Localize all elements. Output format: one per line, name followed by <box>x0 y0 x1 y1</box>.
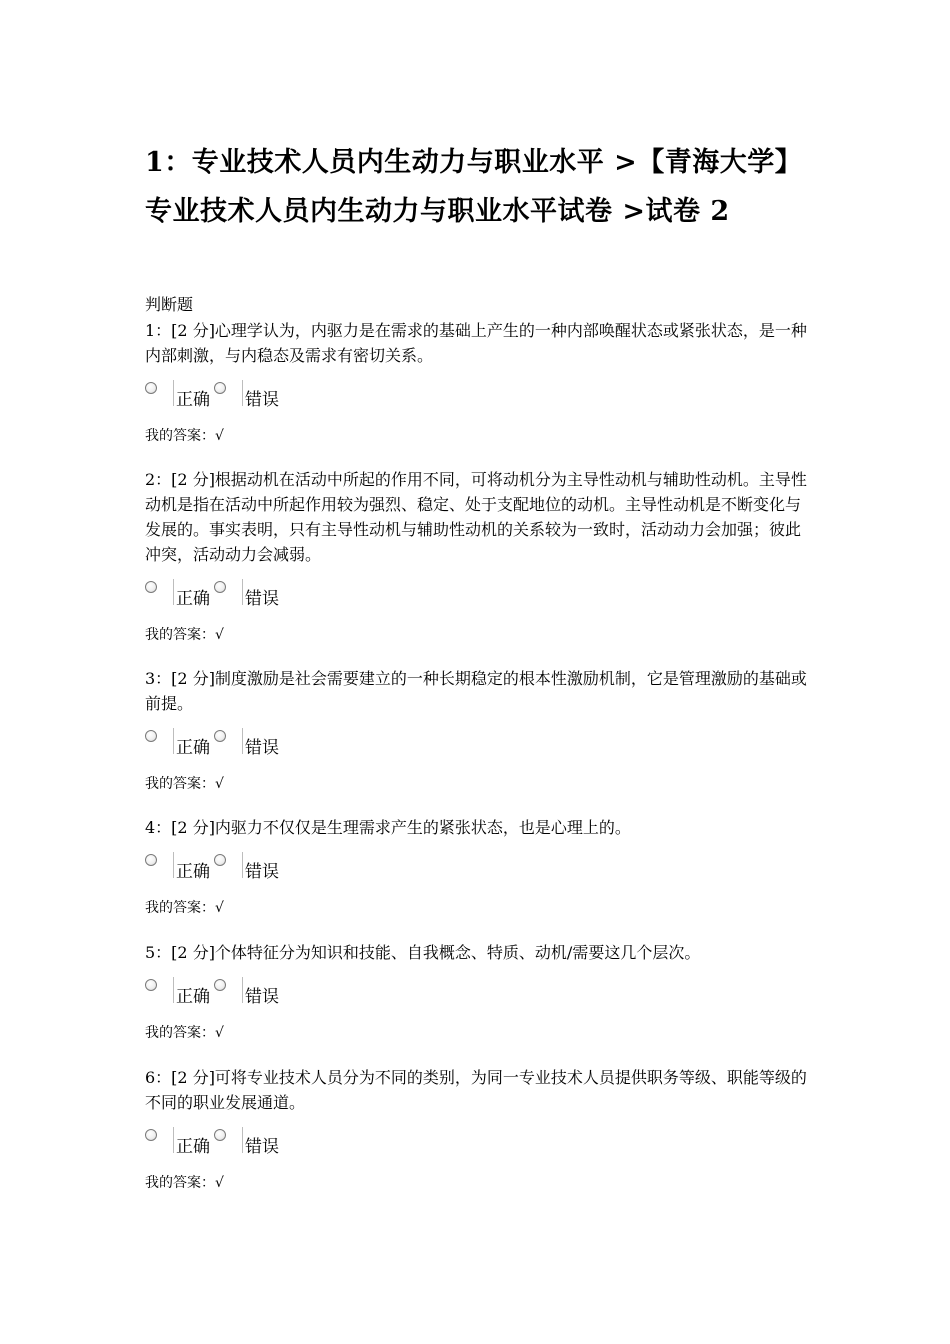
radio-true[interactable] <box>145 581 157 593</box>
option-true-label: 正确 <box>173 728 210 754</box>
answer-value: √ <box>215 900 224 916</box>
answer-prefix: 我的答案： <box>145 428 215 444</box>
option-false[interactable] <box>214 852 279 882</box>
question-item <box>145 467 813 645</box>
question-text: 3：[2 分]制度激励是社会需要建立的一种长期稳定的根本性激励机制，它是管理激励的基础或前提。 <box>145 669 807 713</box>
option-true-label: 正确 <box>173 1127 210 1153</box>
answer-options <box>145 1127 813 1161</box>
option-true[interactable] <box>145 728 210 758</box>
question-text: 5：[2 分]个体特征分为知识和技能、自我概念、特质、动机/需要这几个层次。 <box>145 943 701 962</box>
my-answer <box>145 625 813 645</box>
answer-prefix: 我的答案： <box>145 900 215 916</box>
option-false[interactable] <box>214 380 279 410</box>
answer-prefix: 我的答案： <box>145 627 215 643</box>
answer-options <box>145 380 813 414</box>
option-false-label: 错误 <box>242 579 279 605</box>
question-item <box>145 940 813 1043</box>
answer-prefix: 我的答案： <box>145 1175 215 1191</box>
option-false[interactable] <box>214 1127 279 1157</box>
my-answer <box>145 1023 813 1043</box>
my-answer <box>145 426 813 446</box>
my-answer <box>145 1173 813 1193</box>
answer-options <box>145 579 813 613</box>
option-true[interactable] <box>145 380 210 410</box>
radio-false[interactable] <box>214 730 226 742</box>
question-text: 6：[2 分]可将专业技术人员分为不同的类别，为同一专业技术人员提供职务等级、职能等级的不同的职业发展通道。 <box>145 1068 807 1112</box>
radio-false[interactable] <box>214 1129 226 1141</box>
answer-options <box>145 728 813 762</box>
radio-true[interactable] <box>145 854 157 866</box>
question-item <box>145 318 813 446</box>
answer-value: √ <box>215 627 224 643</box>
my-answer <box>145 898 813 918</box>
radio-true[interactable] <box>145 730 157 742</box>
option-false-label: 错误 <box>242 1127 279 1153</box>
radio-false[interactable] <box>214 979 226 991</box>
answer-prefix: 我的答案： <box>145 776 215 792</box>
page-title: 1：专业技术人员内生动力与职业水平 >【青海大学】专业技术人员内生动力与职业水平试卷 >试卷 2 <box>145 147 803 227</box>
question-text: 4：[2 分]内驱力不仅仅是生理需求产生的紧张状态，也是心理上的。 <box>145 818 631 837</box>
option-false-label: 错误 <box>242 977 279 1003</box>
question-text: 1：[2 分]心理学认为，内驱力是在需求的基础上产生的一种内部唤醒状态或紧张状态，是一种内部刺激，与内稳态及需求有密切关系。 <box>145 321 807 365</box>
option-true[interactable] <box>145 1127 210 1157</box>
my-answer <box>145 774 813 794</box>
option-false-label: 错误 <box>242 380 279 406</box>
option-true[interactable] <box>145 579 210 609</box>
answer-value: √ <box>215 1025 224 1041</box>
section-label: 判断题 <box>145 295 194 314</box>
radio-true[interactable] <box>145 382 157 394</box>
option-false-label: 错误 <box>242 852 279 878</box>
radio-false[interactable] <box>214 581 226 593</box>
question-item <box>145 666 813 794</box>
question-text: 2：[2 分]根据动机在活动中所起的作用不同，可将动机分为主导性动机与辅助性动机。主导性动机是指在活动中所起作用较为强烈、稳定、处于支配地位的动机。主导性动机是不断变化与发展的。事实表明，只有主导性动机与辅助性动机的关系较为一致时，活动动力会加强；彼此冲突，活动动力会减弱。 <box>145 470 807 564</box>
option-true[interactable] <box>145 977 210 1007</box>
answer-options <box>145 977 813 1011</box>
answer-value: √ <box>215 428 224 444</box>
option-true-label: 正确 <box>173 977 210 1003</box>
option-false[interactable] <box>214 579 279 609</box>
option-false[interactable] <box>214 977 279 1007</box>
radio-true[interactable] <box>145 979 157 991</box>
answer-prefix: 我的答案： <box>145 1025 215 1041</box>
option-false-label: 错误 <box>242 728 279 754</box>
radio-false[interactable] <box>214 382 226 394</box>
answer-value: √ <box>215 776 224 792</box>
radio-false[interactable] <box>214 854 226 866</box>
option-true-label: 正确 <box>173 579 210 605</box>
answer-options <box>145 852 813 886</box>
answer-value: √ <box>215 1175 224 1191</box>
option-true-label: 正确 <box>173 852 210 878</box>
option-true[interactable] <box>145 852 210 882</box>
question-item <box>145 815 813 918</box>
option-true-label: 正确 <box>173 380 210 406</box>
radio-true[interactable] <box>145 1129 157 1141</box>
option-false[interactable] <box>214 728 279 758</box>
question-item <box>145 1065 813 1193</box>
